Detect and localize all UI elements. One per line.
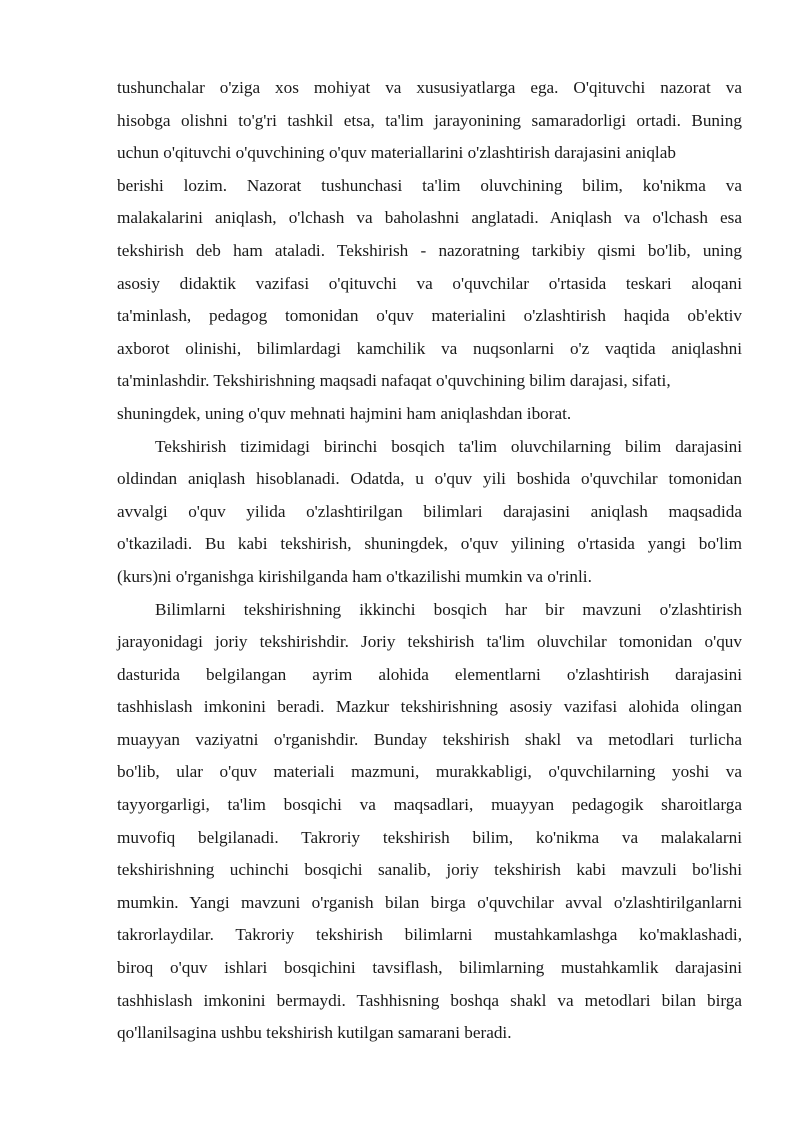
text-line: Tekshirish tizimidagi birinchi bosqich ta'lim oluvchilarning bilim darajasini	[155, 436, 742, 456]
paragraph	[117, 431, 742, 594]
text-line: avvalgi o'quv yilida o'zlashtirilgan bilimlari darajasini aniqlash maqsadida	[117, 501, 742, 521]
text-line: qo'llanilsagina ushbu tekshirish kutilgan samarani beradi.	[117, 1023, 512, 1043]
text-line: axborot olinishi, bilimlardagi kamchilik va nuqsonlarni o'z vaqtida aniqlashni	[117, 338, 742, 358]
text-line: biroq o'quv ishlari bosqichini tavsiflash, bilimlarning mustahkamlik darajasini	[117, 958, 742, 978]
paragraph	[117, 72, 742, 431]
text-line: tayyorgarligi, ta'lim bosqichi va maqsadlari, muayyan pedagogik sharoitlarga	[117, 795, 742, 815]
text-line: tekshirishning uchinchi bosqichi sanalib, joriy tekshirish kabi mavzuli bo'lishi	[117, 860, 742, 880]
text-line: jarayonidagi joriy tekshirishdir. Joriy tekshirish ta'lim oluvchilar tomonidan o'quv	[117, 632, 742, 652]
paragraph	[117, 594, 742, 1050]
text-line: (kurs)ni o'rganishga kirishilganda ham o'tkazilishi mumkin va o'rinli.	[117, 566, 592, 586]
text-line: o'tkaziladi. Bu kabi tekshirish, shuningdek, o'quv yilining o'rtasida yangi bo'lim	[117, 534, 742, 554]
body-text	[117, 72, 742, 1050]
text-line: tashhislash imkonini beradi. Mazkur tekshirishning asosiy vazifasi alohida olingan	[117, 697, 742, 717]
text-line: oldindan aniqlash hisoblanadi. Odatda, u o'quv yili boshida o'quvchilar tomonidan	[117, 469, 742, 489]
text-line: mumkin. Yangi mavzuni o'rganish bilan birga o'quvchilar avval o'zlashtirilganlarni	[117, 892, 742, 912]
text-line: takrorlaydilar. Takroriy tekshirish bilimlarni mustahkamlashga ko'maklashadi,	[117, 925, 742, 945]
text-line: asosiy didaktik vazifasi o'qituvchi va o'quvchilar o'rtasida teskari aloqani	[117, 273, 742, 293]
text-line: hisobga olishni to'g'ri tashkil etsa, ta'lim jarayonining samaradorligi ortadi. Buning	[117, 110, 742, 130]
text-line: shuningdek, uning o'quv mehnati hajmini ham aniqlashdan iborat.	[117, 403, 572, 423]
text-line: berishi lozim. Nazorat tushunchasi ta'lim oluvchining bilim, ko'nikma va	[117, 175, 742, 195]
text-line: dasturida belgilangan ayrim alohida elementlarni o'zlashtirish darajasini	[117, 664, 742, 684]
text-line: muayyan vaziyatni o'rganishdir. Bunday tekshirish shakl va metodlari turlicha	[117, 729, 742, 749]
text-line: tashhislash imkonini bermaydi. Tashhisning boshqa shakl va metodlari bilan birga	[117, 990, 742, 1010]
text-line: ta'minlash, pedagog tomonidan o'quv materialini o'zlashtirish haqida ob'ektiv	[117, 306, 742, 326]
text-line: tekshirish deb ham ataladi. Tekshirish - nazoratning tarkibiy qismi bo'lib, uning	[117, 240, 742, 260]
text-line: malakalarini aniqlash, o'lchash va baholashni anglatadi. Aniqlash va o'lchash esa	[117, 208, 742, 228]
text-line: uchun o'qituvchi o'quvchining o'quv materiallarini o'zlashtirish darajasini aniqlab	[117, 143, 676, 163]
text-line: bo'lib, ular o'quv materiali mazmuni, murakkabligi, o'quvchilarning yoshi va	[117, 762, 742, 782]
text-line: ta'minlashdir. Tekshirishning maqsadi nafaqat o'quvchining bilim darajasi, sifati,	[117, 371, 671, 391]
text-line: tushunchalar o'ziga xos mohiyat va xususiyatlarga ega. O'qituvchi nazorat va	[117, 78, 742, 97]
text-line: Bilimlarni tekshirishning ikkinchi bosqich har bir mavzuni o'zlashtirish	[155, 599, 742, 619]
text-line: muvofiq belgilanadi. Takroriy tekshirish bilim, ko'nikma va malakalarni	[117, 827, 742, 847]
